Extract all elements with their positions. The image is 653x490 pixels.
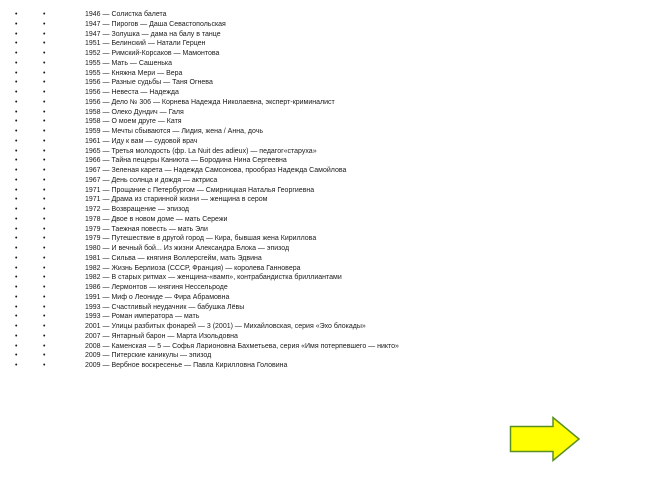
bullet-outer-icon: • [15, 59, 18, 67]
bullet-inner-icon: • [43, 128, 46, 135]
bullet-outer-icon: • [15, 157, 18, 165]
bullet-inner-icon: • [43, 362, 46, 369]
bullet-outer-icon: • [15, 293, 18, 301]
bullet-outer-icon: • [15, 128, 18, 135]
bullet-outer-icon: • [15, 206, 18, 213]
bullet-inner-icon: • [43, 254, 46, 262]
bullet-outer-icon: • [15, 362, 18, 369]
bullet-outer-icon: • [15, 69, 18, 77]
film-entry-text: 1981 — Сильва — княгиня Воллерсгейм, мать Эдвина [85, 254, 262, 262]
bullet-inner-icon: • [43, 176, 46, 184]
film-entry-text: 1967 — День солнца и дождя — актриса [85, 176, 218, 184]
bullet-outer-icon: • [15, 176, 18, 184]
bullet-outer-icon: • [15, 147, 18, 155]
film-entry-text: 1971 — Драма из старинной жизни — женщина в сером [85, 196, 268, 204]
film-entry-text: 1955 — Княжна Мери — Вера [85, 69, 183, 77]
bullet-outer-icon: • [15, 274, 18, 282]
film-entry-text: 1986 — Лермонтов — княгиня Нессельроде [85, 284, 228, 291]
bullet-inner-icon: • [43, 30, 46, 38]
bullet-outer-icon: • [15, 98, 18, 106]
bullet-outer-icon: • [15, 186, 18, 194]
bullet-outer-icon: • [15, 303, 18, 311]
film-entry-text: 2009 — Питерские каникулы — эпизод [85, 352, 212, 360]
bullet-outer-icon: • [15, 40, 18, 48]
bullet-outer-icon: • [15, 108, 18, 116]
film-entry-text: 1966 — Тайна пещеры Каниюта — Бородина Нина Сергеевна [85, 157, 287, 165]
bullet-inner-icon: • [43, 50, 46, 57]
film-entry-text: 2009 — Вербное воскресенье — Павла Кирилловна Головина [85, 362, 288, 369]
film-entry-text: 1980 — И вечный бой... Из жизни Александра Блока — эпизод [85, 245, 290, 252]
film-entry-text: 1982 — Жизнь Берлиоза (СССР, Франция) — королева Ганновера [85, 264, 301, 272]
next-slide-arrow-icon[interactable] [509, 416, 581, 462]
film-entry-text: 2001 — Улицы разбитых фонарей — 3 (2001) — Михайловская, серия «Эхо блокады» [85, 323, 366, 330]
bullet-inner-icon: • [43, 167, 46, 174]
film-entry-text: 1956 — Дело № 306 — Корнева Надежда Николаевна, эксперт-криминалист [85, 98, 335, 106]
bullet-outer-icon: • [15, 332, 18, 340]
bullet-outer-icon: • [15, 323, 18, 330]
bullet-outer-icon: • [15, 89, 18, 96]
bullet-outer-icon: • [15, 50, 18, 57]
bullet-inner-icon: • [43, 284, 46, 291]
film-entry-text: 1958 — О моем друге — Катя [85, 118, 182, 126]
bullet-inner-icon: • [43, 69, 46, 77]
bullet-outer-icon: • [15, 284, 18, 291]
bullet-outer-icon: • [15, 313, 18, 321]
bullet-inner-icon: • [43, 352, 46, 360]
bullet-outer-icon: • [15, 352, 18, 360]
bullet-outer-icon: • [15, 137, 18, 145]
bullet-outer-icon: • [15, 215, 18, 223]
film-entry-text: 1952 — Римский-Корсаков — Мамонтова [85, 50, 220, 57]
bullet-outer-icon: • [15, 118, 18, 126]
bullet-inner-icon: • [43, 40, 46, 48]
film-entry-text: 1959 — Мечты сбываются — Лидия, жена / Анна, дочь [85, 128, 263, 135]
film-entry-text: 1967 — Зеленая карета — Надежда Самсонова, прообраз Надежда Самойлова [85, 167, 347, 174]
bullet-inner-icon: • [43, 303, 46, 311]
film-entry-text: 1947 — Золушка — дама на балу в танце [85, 30, 221, 38]
film-entry-text: 1979 — Таежная повесть — мать Эли [85, 225, 208, 233]
bullet-inner-icon: • [43, 11, 46, 18]
bullet-inner-icon: • [43, 264, 46, 272]
bullet-inner-icon: • [43, 225, 46, 233]
bullet-outer-icon: • [15, 11, 18, 18]
bullet-outer-icon: • [15, 225, 18, 233]
film-entry-text: 1982 — В старых ритмах — женщина-«вамп», контрабандистка бриллиантами [85, 274, 342, 282]
bullet-inner-icon: • [43, 313, 46, 321]
bullet-inner-icon: • [43, 118, 46, 126]
bullet-inner-icon: • [43, 89, 46, 96]
film-entry-text: 1958 — Олеко Дундич — Галя [85, 108, 184, 116]
film-entry-text: 1972 — Возвращение — эпизод [85, 206, 190, 213]
film-entry-text: 1991 — Миф о Леониде — Фира Абрамовна [85, 293, 230, 301]
bullet-inner-icon: • [43, 342, 46, 350]
film-entry-text: 1978 — Двое в новом доме — мать Сережи [85, 215, 228, 223]
film-entry-text: 1946 — Солистка балета [85, 11, 167, 18]
film-entry-text: 1951 — Белинский — Натали Герцен [85, 40, 206, 48]
bullet-outer-icon: • [15, 79, 18, 87]
bullet-outer-icon: • [15, 254, 18, 262]
film-entry-text: 2007 — Янтарный барон — Марта Изольдовна [85, 332, 238, 340]
bullet-outer-icon: • [15, 264, 18, 272]
film-entry-text: 1993 — Роман императора — мать [85, 313, 200, 321]
bullet-inner-icon: • [43, 196, 46, 204]
bullet-outer-icon: • [15, 245, 18, 252]
bullet-inner-icon: • [43, 79, 46, 87]
bullet-inner-icon: • [43, 293, 46, 301]
film-entry-text: 1956 — Невеста — Надежда [85, 89, 179, 96]
bullet-inner-icon: • [43, 215, 46, 223]
film-entry-text: 1965 — Третья молодость (фр. La Nuit des adieux) — педагог«старуха» [85, 147, 317, 155]
bullet-inner-icon: • [43, 323, 46, 330]
arrow-shape[interactable] [511, 418, 580, 461]
bullet-inner-icon: • [43, 235, 46, 243]
bullet-inner-icon: • [43, 157, 46, 165]
film-entry-text: 1947 — Пирогов — Даша Севастопольская [85, 20, 226, 28]
bullet-outer-icon: • [15, 196, 18, 204]
bullet-outer-icon: • [15, 20, 18, 28]
film-entry-text: 1961 — Иду к вам — судовой врач [85, 137, 198, 145]
film-entry-text: 1956 — Разные судьбы — Таня Огнева [85, 79, 213, 87]
film-entry-text: 1971 — Прощание с Петербургом — Смирницкая Наталья Георгиевна [85, 186, 315, 194]
bullet-inner-icon: • [43, 245, 46, 252]
bullet-inner-icon: • [43, 98, 46, 106]
bullet-outer-icon: • [15, 342, 18, 350]
film-entry-text: 2008 — Каменская — 5 — Софья Ларионовна Бахметьева, серия «Имя потерпевшего — никто» [85, 342, 399, 350]
bullet-inner-icon: • [43, 59, 46, 67]
film-entry-text: 1955 — Мать — Сашенька [85, 59, 173, 67]
bullet-inner-icon: • [43, 186, 46, 194]
bullet-inner-icon: • [43, 206, 46, 213]
film-entry-text: 1979 — Путешествие в другой город — Кира, бывшая жена Кириллова [85, 235, 317, 243]
bullet-inner-icon: • [43, 147, 46, 155]
bullet-inner-icon: • [43, 108, 46, 116]
film-entry-text: 1993 — Счастливый неудачник — бабушка Лёвы [85, 303, 245, 311]
bullet-outer-icon: • [15, 30, 18, 38]
bullet-inner-icon: • [43, 137, 46, 145]
bullet-inner-icon: • [43, 20, 46, 28]
bullet-inner-icon: • [43, 274, 46, 282]
bullet-outer-icon: • [15, 167, 18, 174]
bullet-inner-icon: • [43, 332, 46, 340]
bullet-outer-icon: • [15, 235, 18, 243]
